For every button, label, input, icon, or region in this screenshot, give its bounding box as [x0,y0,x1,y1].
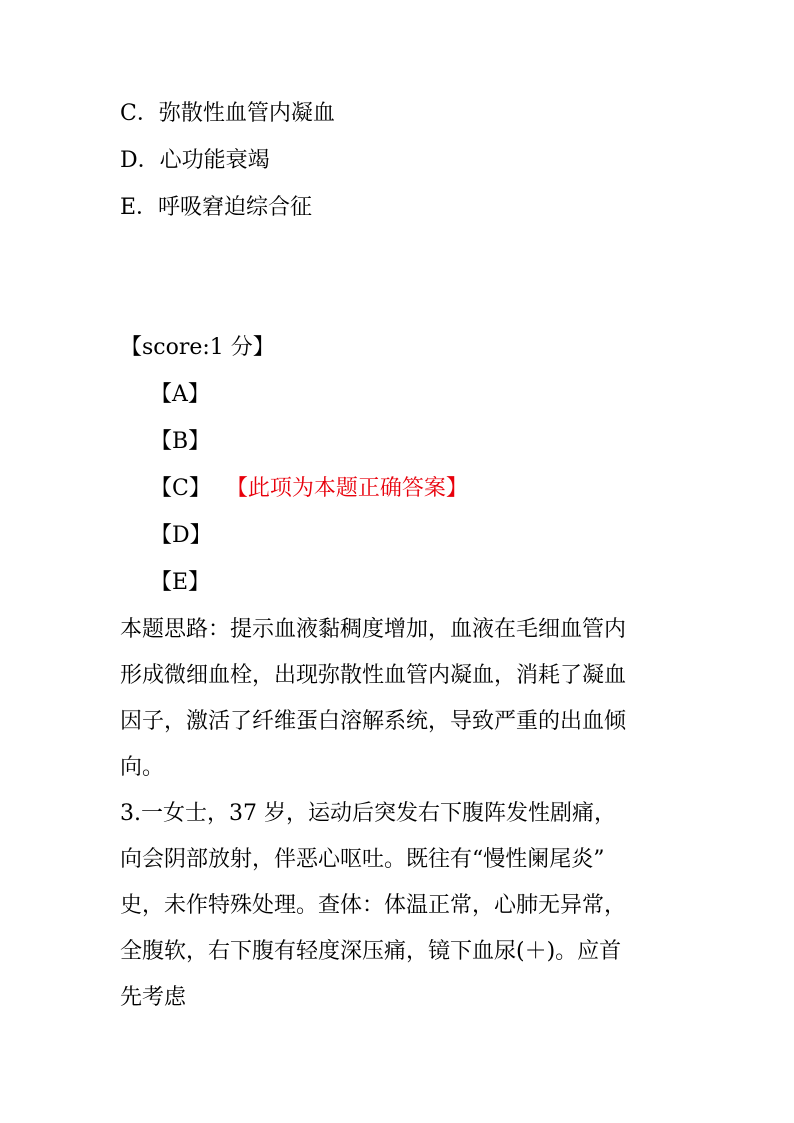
option-d-text: D．心功能衰竭 [120,148,270,173]
choice-d [150,521,212,551]
question-line: 向会阴部放射，伴恶心呕吐。既往有“慢性阑尾炎” [120,847,605,872]
option-e-text: E．呼吸窘迫综合征 [120,195,313,220]
choice-a-label: 【A】 [150,382,210,407]
question-line: 先考虑 [120,985,187,1010]
choice-e [150,568,210,598]
explanation-line: 因子，激活了纤维蛋白溶解系统，导致严重的出血倾 [120,709,627,734]
score-label: 【score:1 分】 [120,335,275,360]
choice-d-label: 【D】 [150,523,212,548]
choice-b-label: 【B】 [150,429,211,454]
question-line: 3.一女士，37 岁，运动后突发右下腹阵发性剧痛， [120,801,616,826]
choice-b [150,427,210,457]
explanation-line: 形成微细血栓，出现弥散性血管内凝血，消耗了凝血 [120,663,627,688]
explanation-line: 本题思路：提示血液黏稠度增加，血液在毛细血管内 [120,617,627,642]
choice-c [150,474,468,504]
choice-a [150,380,210,410]
correct-answer-marker: 【此项为本题正确答案】 [236,476,468,501]
explanation-line: 向。 [120,755,165,780]
choice-e-label: 【E】 [150,570,211,595]
question-line: 史，未作特殊处理。查体：体温正常，心肺无异常， [120,893,627,918]
choice-c-label: 【C】 [150,476,211,501]
question-line: 全腹软，右下腹有轻度深压痛，镜下血尿(＋)。应首 [120,939,622,964]
option-c-text: C．弥散性血管内凝血 [120,101,335,126]
